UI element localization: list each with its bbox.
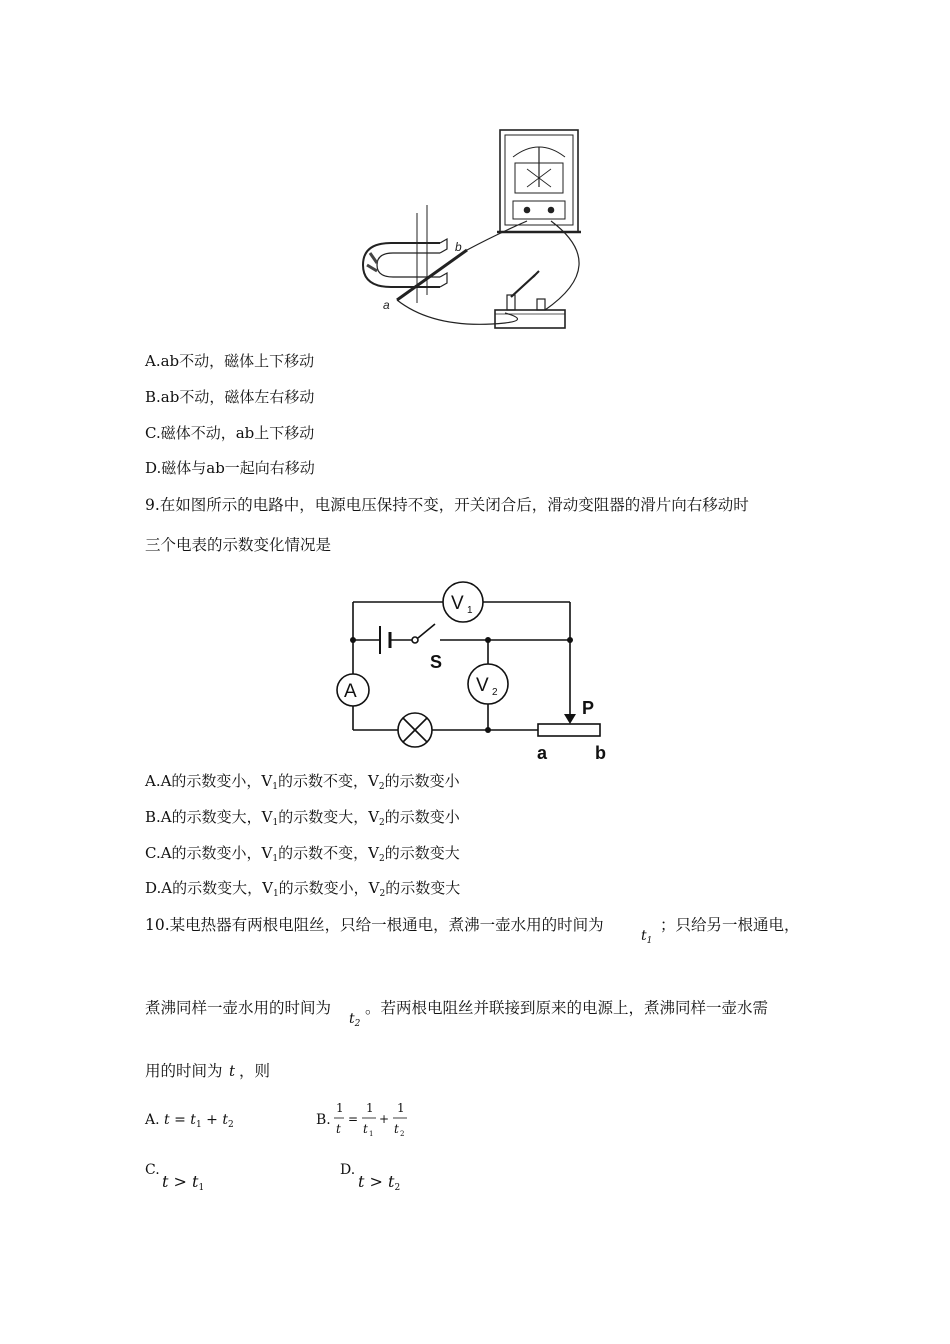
q10-option-a: A. $t = t_1 + t_2$ (145, 1112, 234, 1130)
conductor-label-a: a (383, 298, 390, 312)
q10-var-t: t (229, 1062, 236, 1080)
q10-stem-line2-tail: 。若两根电阻丝并联接到原来的电源上，煮沸同样一壶水需 (365, 999, 769, 1017)
q9-stem-line2: 三个电表的示数变化情况是 (145, 536, 332, 554)
slider-label: P (582, 698, 595, 718)
q10-option-c-formula: $t > t_1$ (162, 1172, 205, 1193)
ammeter-label: A (344, 681, 357, 702)
svg-text:1: 1 (397, 1101, 405, 1115)
q10-option-c-label: C. (145, 1162, 160, 1178)
q10-option-d-label: D. (340, 1162, 356, 1178)
svg-text:t: t (336, 1122, 341, 1136)
svg-text:t: t (363, 1122, 368, 1136)
q10-var-t1: $t_1$ (641, 928, 653, 946)
q9-option-b: B.A的示数变大，$V_1$的示数变大，$V_2$的示数变小 (145, 808, 460, 828)
q10-option-b-formula (332, 1098, 416, 1146)
q10-var-t2: $t_2$ (349, 1011, 361, 1029)
q10-option-b-label: B. (316, 1112, 331, 1128)
q10-stem-line3: 用的时间为 (145, 1062, 223, 1080)
svg-text:+: + (379, 1112, 390, 1126)
q9-option-c: C.A的示数变小，$V_1$的示数不变，$V_2$的示数变大 (145, 844, 460, 864)
q8-option-a: A.ab不动，磁体上下移动 (145, 352, 315, 370)
svg-text:1: 1 (336, 1101, 344, 1115)
conductor-label-b: b (455, 240, 462, 254)
switch-label: S (430, 652, 443, 672)
q8-option-c: C.磁体不动，ab上下移动 (145, 424, 315, 442)
q9-option-d: D.A的示数变大，$V_1$的示数变小，$V_2$的示数变大 (145, 879, 461, 899)
q10-stem-line1: 10.某电热器有两根电阻丝，只给一根通电，煮沸一壶水用的时间为 (145, 916, 604, 934)
q10-option-d-formula: $t > t_2$ (358, 1172, 401, 1193)
voltmeter-v1-subscript: 1 (467, 605, 473, 616)
q9-option-a: A.A的示数变小，$V_1$的示数不变，$V_2$的示数变小 (145, 772, 460, 792)
q8-figure (355, 125, 605, 337)
q9-stem-line1: 9.在如图所示的电路中，电源电压保持不变，开关闭合后，滑动变阻器的滑片向右移动时 (145, 496, 749, 514)
svg-text:2: 2 (400, 1130, 405, 1138)
voltmeter-v2-subscript: 2 (492, 687, 498, 698)
q10-stem-line1-tail: ；只给另一根通电， (660, 916, 800, 934)
q9-circuit-diagram (330, 578, 620, 768)
rheostat-end-b: b (595, 743, 606, 763)
q8-option-d: D.磁体与ab一起向右移动 (145, 459, 315, 477)
voltmeter-v1-label: V (451, 593, 464, 614)
svg-text:t: t (394, 1122, 399, 1136)
q8-option-b: B.ab不动，磁体左右移动 (145, 388, 315, 406)
rheostat-end-a: a (537, 743, 548, 763)
svg-text:=: = (348, 1112, 359, 1126)
voltmeter-v2-label: V (476, 675, 489, 696)
svg-text:1: 1 (366, 1101, 374, 1115)
q10-stem-line2: 煮沸同样一壶水用的时间为 (145, 999, 332, 1017)
q10-stem-line3-tail: ，则 (239, 1062, 271, 1080)
svg-text:1: 1 (369, 1130, 374, 1138)
